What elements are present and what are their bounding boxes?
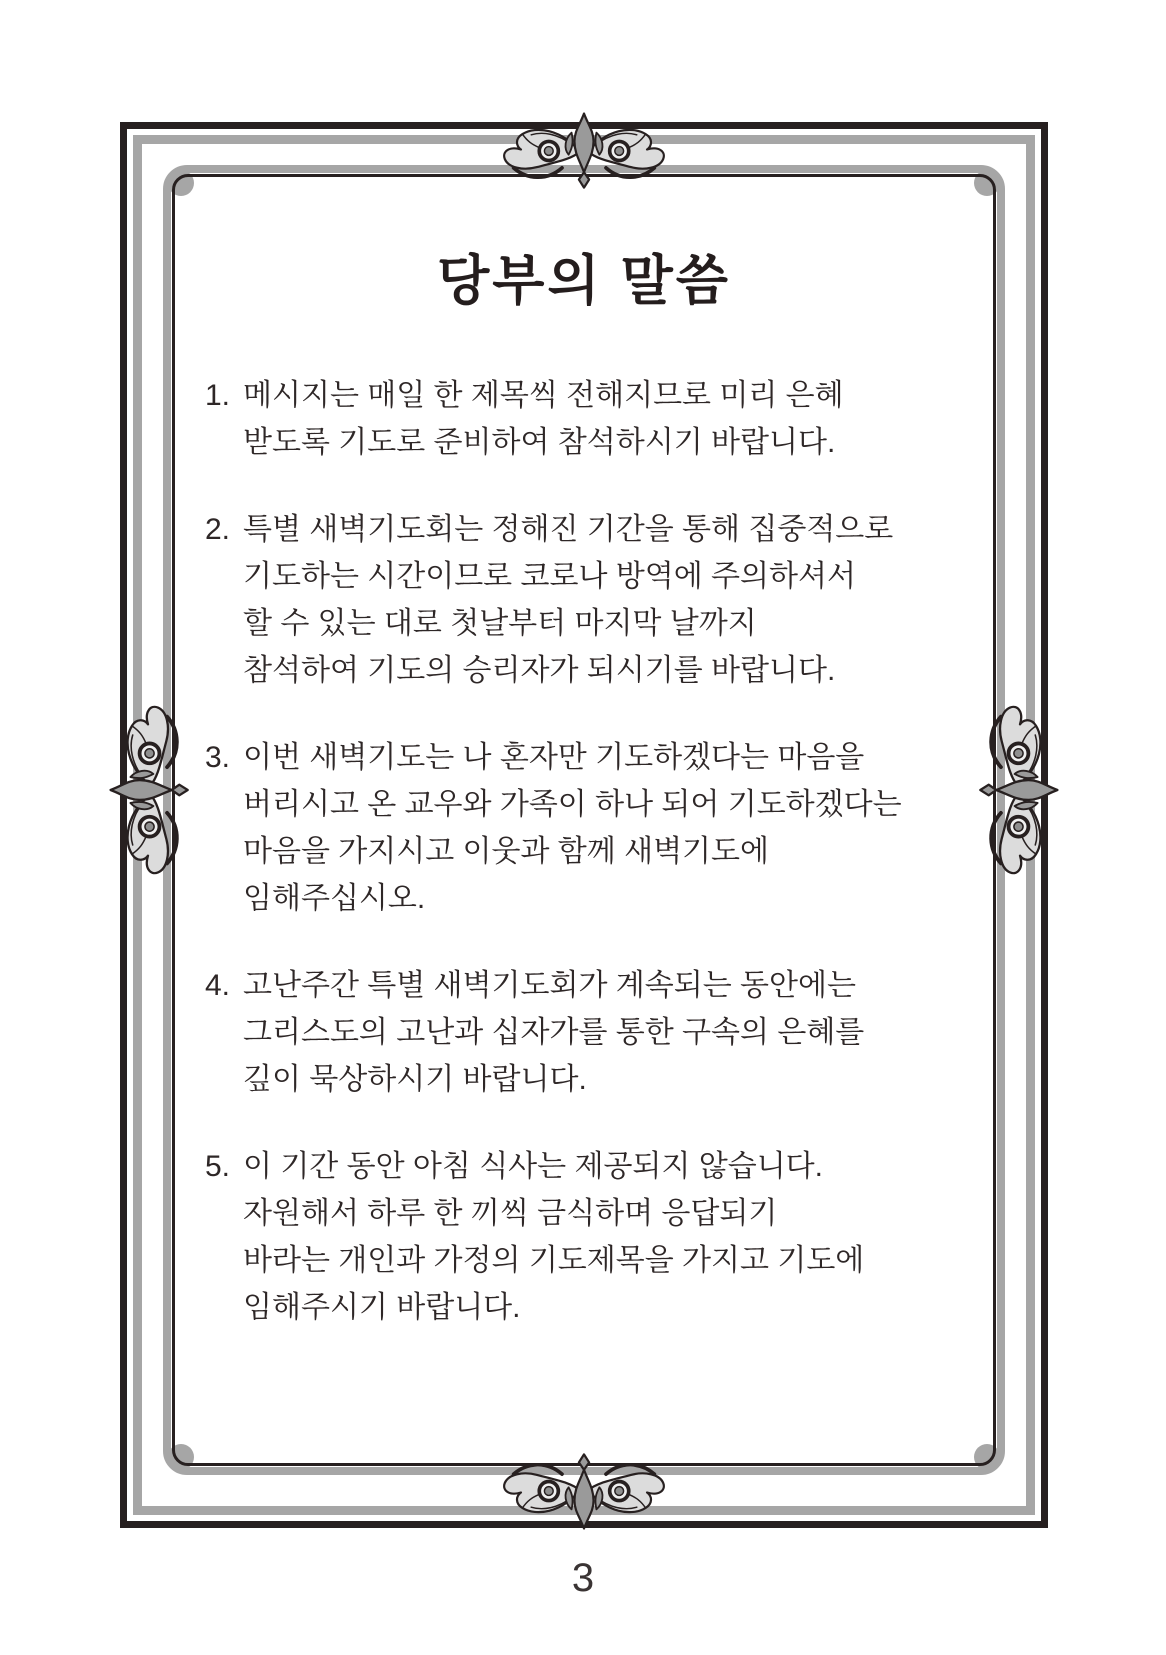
acanthus-flourish-left-icon [106, 690, 190, 890]
item-text [243, 506, 945, 694]
item-line: 마음을 가지시고 이웃과 함께 새벽기도에 [243, 835, 769, 868]
list-item-5 [205, 1143, 945, 1331]
item-line: 자원해서 하루 한 끼씩 금식하며 응답되기 [243, 1197, 778, 1230]
item-text [243, 734, 945, 922]
item-line: 임해주시기 바랍니다. [243, 1291, 521, 1324]
acanthus-flourish-bottom-icon [496, 1452, 672, 1533]
item-number: 1. [205, 379, 231, 412]
item-text [243, 962, 945, 1103]
item-line: 특별 새벽기도회는 정해진 기간을 통해 집중적으로 [243, 513, 894, 546]
instruction-list [205, 372, 945, 1371]
item-line: 임해주십시오. [243, 882, 426, 915]
acanthus-flourish-right-icon [978, 690, 1062, 890]
item-line: 고난주간 특별 새벽기도회가 계속되는 동안에는 [243, 969, 856, 1002]
item-line: 참석하여 기도의 승리자가 되시기를 바랍니다. [243, 654, 836, 687]
item-line: 받도록 기도로 준비하여 참석하시기 바랍니다. [243, 426, 836, 459]
item-number: 4. [205, 969, 231, 1002]
item-line: 버리시고 온 교우와 가족이 하나 되어 기도하겠다는 [243, 788, 902, 821]
acanthus-flourish-top-icon [496, 109, 672, 190]
item-line: 이번 새벽기도는 나 혼자만 기도하겠다는 마음을 [243, 741, 865, 774]
list-item-1 [205, 372, 945, 466]
list-item-4 [205, 962, 945, 1103]
page-number: 3 [571, 1556, 595, 1600]
item-line: 바라는 개인과 가정의 기도제목을 가지고 기도에 [243, 1244, 865, 1277]
item-text [243, 1143, 945, 1331]
item-line: 깊이 묵상하시기 바랍니다. [243, 1063, 587, 1096]
item-number: 3. [205, 741, 231, 774]
item-line: 그리스도의 고난과 십자가를 통한 구속의 은혜를 [243, 1016, 865, 1049]
item-number: 2. [205, 513, 231, 546]
list-item-2 [205, 506, 945, 694]
item-text [243, 372, 945, 466]
list-item-3 [205, 734, 945, 922]
item-line: 기도하는 시간이므로 코로나 방역에 주의하셔서 [243, 560, 856, 593]
item-number: 5. [205, 1150, 231, 1183]
item-line: 이 기간 동안 아침 식사는 제공되지 않습니다. [243, 1150, 823, 1183]
page-title: 당부의 말씀 [437, 251, 731, 311]
item-line: 메시지는 매일 한 제목씩 전해지므로 미리 은혜 [243, 379, 844, 412]
item-line: 할 수 있는 대로 첫날부터 마지막 날까지 [243, 607, 757, 640]
